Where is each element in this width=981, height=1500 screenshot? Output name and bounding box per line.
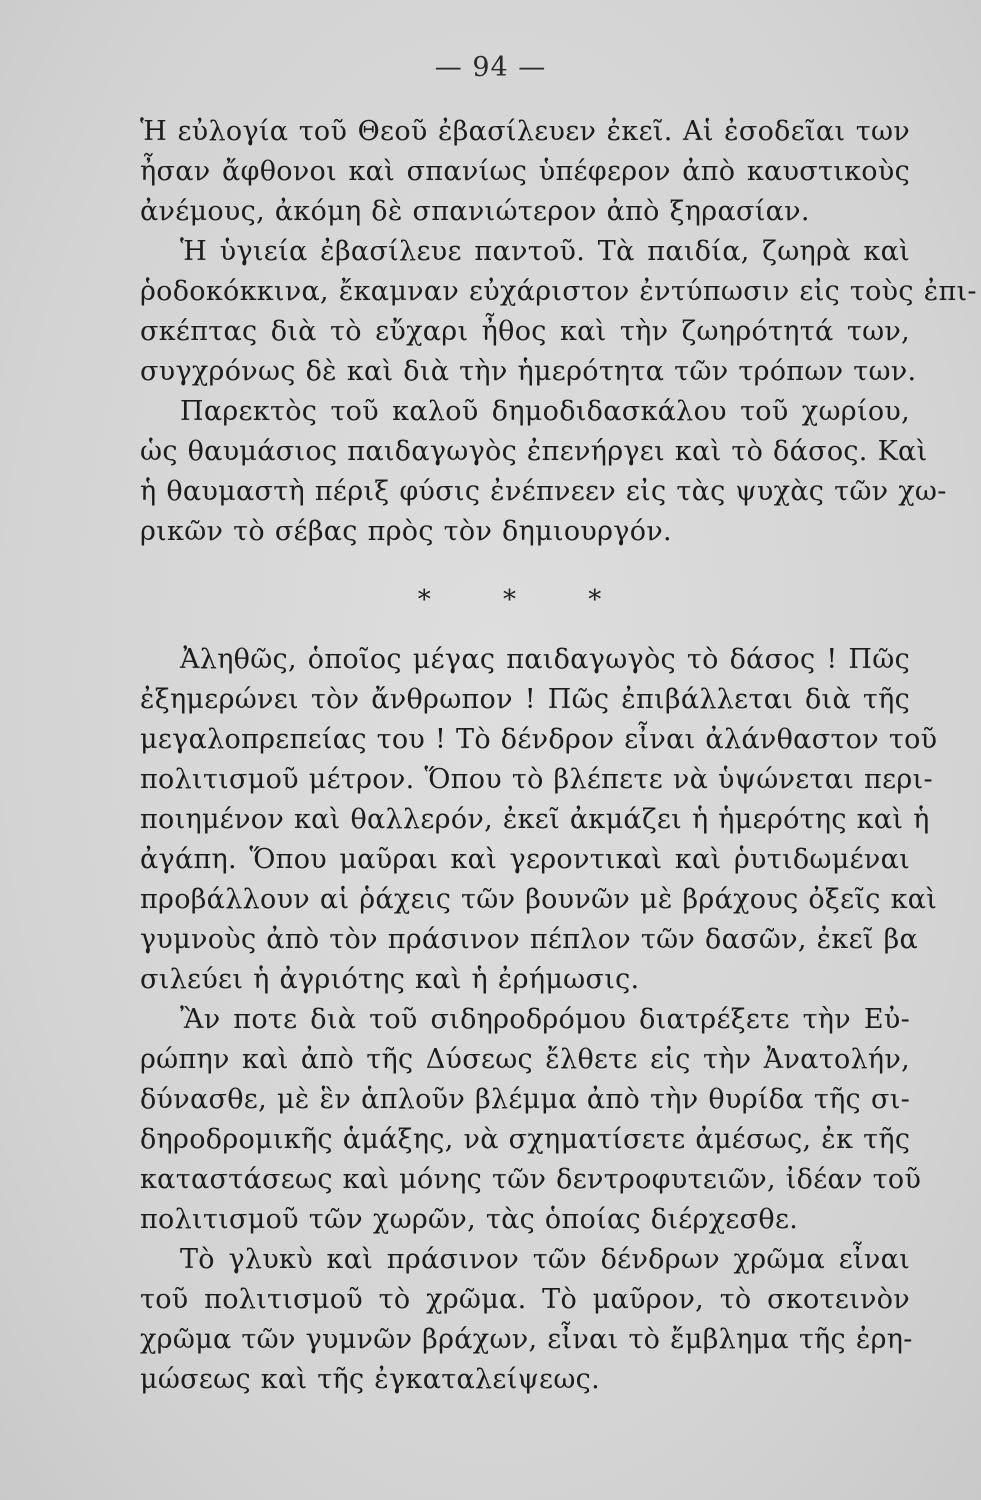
text-line: ρώπην καὶ ἀπὸ τῆς Δύσεως ἔλθετε εἰς τὴν Ἀνατολήν, [140,1044,910,1075]
text-line: ὡς θαυμάσιος παιδαγωγὸς ἐπενήργει καὶ τὸ δάσος. Καὶ [140,436,928,467]
text-line: δηροδρομικῆς ἁμάξης, νὰ σχηματίσετε ἀμέσως, ἐκ τῆς [140,1124,911,1155]
text-line: πολιτισμοῦ μέτρον. Ὅπου τὸ βλέπετε νὰ ὑψώνεται περι- [140,764,933,795]
page-number: — 94 — [434,52,547,83]
text-line: ρικῶν τὸ σέβας πρὸς τὸν δημιουργόν. [140,516,672,547]
text-line: χρῶμα τῶν γυμνῶν βράχων, εἶναι τὸ ἔμβλημα τῆς ἐρη- [140,1324,913,1355]
text-line: σιλεύει ἡ ἀγριότης καὶ ἡ ἐρήμωσις. [140,964,640,995]
text-line: γυμνοὺς ἀπὸ τὸν πράσινον πέπλον τῶν δασῶν, ἐκεῖ βα [140,924,919,955]
text-line: δύνασθε, μὲ ἓν ἁπλοῦν βλέμμα ἀπὸ τὴν θυρίδα τῆς σι- [140,1084,910,1115]
text-line: Ἀληθῶς, ὁποῖος μέγας παιδαγωγὸς τὸ δάσος ! Πῶς [180,644,910,675]
text-line: ἡ θαυμαστὴ πέριξ φύσις ἐνέπνεεν εἰς τὰς ψυχὰς τῶν χω- [140,476,947,507]
text-line: προβάλλουν αἱ ῥάχεις τῶν βουνῶν μὲ βράχους ὀξεῖς καὶ [140,884,938,915]
text-line: ἐξημερώνει τὸν ἄνθρωπον ! Πῶς ἐπιβάλλεται διὰ τῆς [140,684,910,715]
upper-passage [140,112,977,552]
text-line: Ἂν ποτε διὰ τοῦ σιδηροδρόμου διατρέξετε τὴν Εὐ- [180,1004,910,1035]
text-line: ῥοδοκόκκινα, ἔκαμναν εὐχάριστον ἐντύπωσιν εἰς τοὺς ἐπι- [140,276,977,307]
text-line: σκέπτας διὰ τὸ εὔχαρι ἦθος καὶ τὴν ζωηρότητά των, [140,316,910,347]
text-line: καταστάσεως καὶ μόνης τῶν δεντροφυτειῶν, ἰδέαν τοῦ [140,1164,922,1195]
text-line: μεγαλοπρεπείας του ! Τὸ δένδρον εἶναι ἀλάνθαστον τοῦ [140,724,938,755]
text-line: συγχρόνως δὲ καὶ διὰ τὴν ἡμερότητα τῶν τρόπων των. [140,356,917,387]
text-line: πολιτισμοῦ τῶν χωρῶν, τὰς ὁποίας διέρχεσθε. [140,1204,799,1235]
text-line: ἀνέμους, ἀκόμη δὲ σπανιώτερον ἀπὸ ξηρασίαν. [140,196,810,227]
text-line: ἦσαν ἄφθονοι καὶ σπανίως ὑπέφερον ἀπὸ καυστικοὺς [140,156,910,187]
text-line: Παρεκτὸς τοῦ καλοῦ δημοδιδασκάλου τοῦ χωρίου, [180,396,910,427]
text-line: Ἡ ὑγιεία ἐβασίλευε παντοῦ. Τὰ παιδία, ζωηρὰ καὶ [180,236,910,267]
section-separator: * * * [417,585,634,615]
text-line: ποιημένον καὶ θαλλερόν, ἐκεῖ ἀκμάζει ἡ ἡμερότης καὶ ἡ [140,804,930,835]
text-line: Τὸ γλυκὺ καὶ πράσινον τῶν δένδρων χρῶμα εἶναι [180,1244,910,1275]
text-line: ἀγάπη. Ὅπου μαῦραι καὶ γεροντικαὶ καὶ ῥυτιδωμέναι [140,844,910,875]
text-line: Ἡ εὐλογία τοῦ Θεοῦ ἐβασίλευεν ἐκεῖ. Αἱ ἐσοδεῖαι των [140,116,910,147]
lower-passage [140,640,938,1400]
text-line: τοῦ πολιτισμοῦ τὸ χρῶμα. Τὸ μαῦρον, τὸ σκοτεινὸν [140,1284,910,1315]
text-line: μώσεως καὶ τῆς ἐγκαταλείψεως. [140,1364,600,1395]
